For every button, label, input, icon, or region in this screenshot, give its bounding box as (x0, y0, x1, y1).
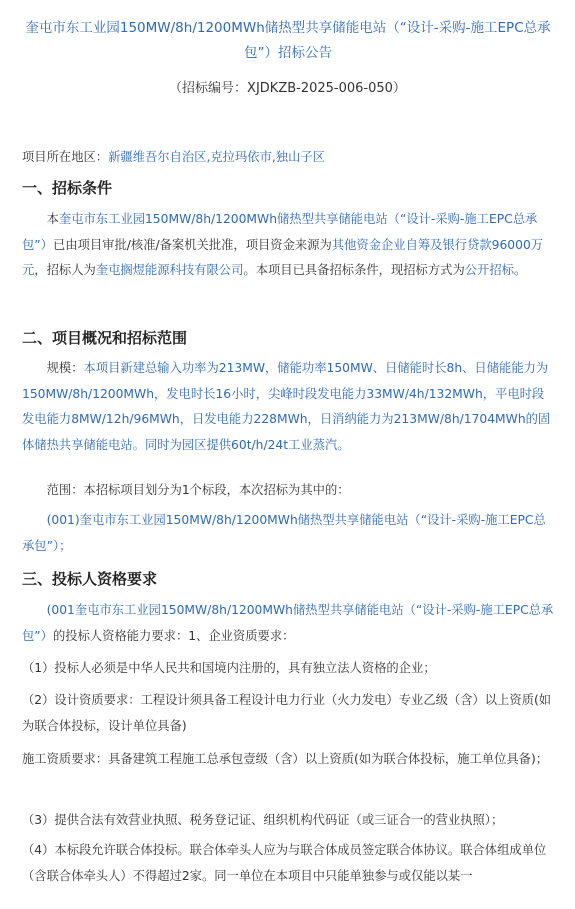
requirement-item-1: （1）投标人必须是中华人民共和国境内注册的，具有独立法人资格的企业； (22, 661, 436, 675)
section-2-scale (22, 356, 554, 458)
section-2-scope: 范围：本招标项目划分为1个标段，本次招标为其中的： (46, 483, 350, 497)
project-location (22, 145, 554, 171)
scale-label: 规模： (46, 361, 84, 375)
lot-link[interactable]: (001)奎屯市东工业园150MW/8h/1200MWh储热型共享储能电站（“设计-采购-施工EPC总承包”）； (22, 513, 546, 553)
qualification-intro-text: 的投标人资格能力要求：1、企业资质要求： (52, 628, 295, 643)
requirement-item-4: （4）本标段允许联合体投标。联合体牵头人应为与联合体成员签定联合体协议。联合体组成单位（含联合体牵头人）不得超过2家。同一单位在本项目中只能单独参与或仅能以某一 (22, 843, 547, 883)
section-3-heading: 三、投标人资格要求 (22, 570, 158, 588)
project-name-link[interactable]: 奎屯市东工业园150MW/8h/1200MWh储热型共享储能电站（“设计-采购-施工EPC总承包”） (22, 212, 538, 252)
s1-text-4: 。本项目已具备招标条件，现招标方式为 (243, 263, 465, 278)
requirement-item-2b: 施工资质要求：具备建筑工程施工总承包壹级（含）以上资质(如为联合体投标，施工单位具备)； (22, 752, 549, 766)
s1-text-5: 。 (513, 263, 527, 278)
tenderer-link[interactable]: 奎屯搁煜能源科技有限公司 (95, 263, 244, 278)
fund-source-link[interactable]: 其他资金企业自筹及银行贷款96000万元 (22, 237, 544, 278)
lot-qualification-link[interactable]: (001奎屯市东工业园150MW/8h/1200MWh储热型共享储能电站（“设计-采购-施工EPC总承包”） (22, 603, 554, 643)
s1-text-3: ，招标人为 (34, 263, 96, 278)
section-1-heading: 一、招标条件 (22, 179, 113, 197)
section-3-intro (22, 598, 554, 649)
s1-text-2: 已由项目审批/核准/备案机关批准，项目资金来源为 (52, 237, 332, 252)
bid-number: （招标编号：XJDKZB-2025-006-050） (169, 81, 406, 96)
tender-method-link[interactable]: 公开招标 (464, 263, 514, 278)
section-1-paragraph (22, 207, 554, 284)
section-2-heading: 二、项目概况和招标范围 (22, 329, 188, 347)
requirement-item-2: （2）设计资质要求：工程设计须具备工程设计电力行业（火力发电）专业乙级（含）以上资质(如为联合体投标，设计单位具备) (22, 693, 552, 733)
s1-text-1: 本 (46, 212, 59, 226)
location-link[interactable]: 新疆维吾尔自治区,克拉玛依市,独山子区 (108, 150, 325, 164)
scale-link[interactable]: 本项目新建总输入功率为213MW，储能功率150MW、日储能时长8h、日储能能力为150MW/8h/1200MWh，发电时长16小时，尖峰时段发电能力33MW/4h/132MWh，平电时段发电能力8MW/12h/96MWh，日发电能力228MWh，日消纳能力为213MW/8h/1704MWh的固体储热共享储能电站。同时为园区提供60t/h/24t工业蒸汽。 (22, 361, 551, 452)
requirement-item-3: （3）提供合法有效营业执照、税务登记证、组织机构代码证（或三证合一的营业执照）； (22, 813, 504, 827)
page-title: 奎屯市东工业园150MW/8h/1200MWh储热型共享储能电站（“设计-采购-施工EPC总承包”）招标公告 (25, 20, 551, 61)
location-label: 项目所在地区： (22, 150, 109, 164)
